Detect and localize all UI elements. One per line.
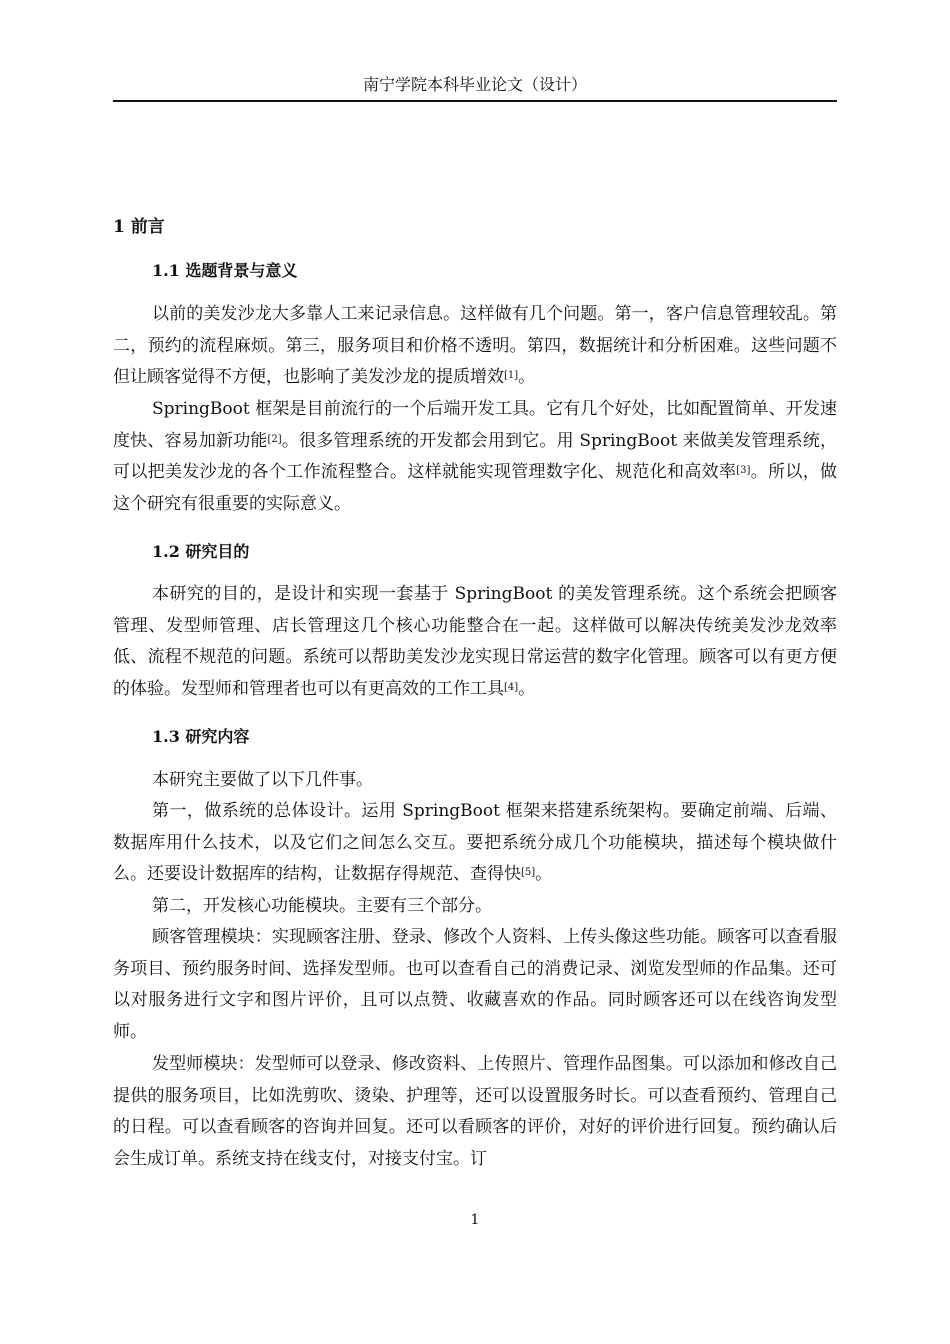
paragraph-text: 本研究的目的，是设计和实现一套基于 SpringBoot 的美发管理系统。这个系统会把顾客管理、发型师管理、店长管理这几个核心功能整合在一起。这样做可以解决传统美发沙龙效率低、流程不规范的问题。系统可以帮助美发沙龙实现日常运营的数字化管理。顾客可以有更方便的体验。发型师和管理者也可以有更高效的工作工具 <box>113 584 837 699</box>
citation: [2] <box>267 433 282 445</box>
paragraph-springboot <box>113 394 837 520</box>
paragraph-modules: 第二，开发核心功能模块。主要有三个部分。 <box>152 896 492 916</box>
page-number: 1 <box>470 1212 480 1228</box>
paragraph-design <box>113 796 837 891</box>
paragraph-background <box>113 299 837 394</box>
chapter-heading: 1 前言 <box>113 217 165 237</box>
paragraph-end: 。 <box>518 367 536 387</box>
section-heading-1-3: 1.3 研究内容 <box>152 727 250 746</box>
header-rule <box>113 100 837 102</box>
paragraph-intro: 本研究主要做了以下几件事。 <box>152 770 373 790</box>
paragraph-text: 。所以，做这个研究有很重要的实际意义。 <box>113 462 838 514</box>
citation: [4] <box>504 681 519 693</box>
paragraph-purpose <box>113 579 837 705</box>
section-heading-1-1: 1.1 选题背景与意义 <box>152 261 298 280</box>
citation: [5] <box>521 867 536 878</box>
citation: [3] <box>736 465 751 476</box>
citation: [1] <box>504 370 519 381</box>
page-header: 南宁学院本科毕业论文（设计） <box>362 75 587 94</box>
section-heading-1-2: 1.2 研究目的 <box>152 542 250 561</box>
paragraph-text: 第一，做系统的总体设计。运用 SpringBoot 框架来搭建系统架构。要确定前端、后端、数据库用什么技术，以及它们之间怎么交互。要把系统分成几个功能模块，描述每个模块做什么。还要设计数据库的结构，让数据存得规范、查得快 <box>113 801 837 884</box>
paragraph-customer-module: 顾客管理模块：实现顾客注册、登录、修改个人资料、上传头像这些功能。顾客可以查看服务项目、预约服务时间、选择发型师。也可以查看自己的消费记录、浏览发型师的作品集。还可以对服务进行文字和图片评价，且可以点赞、收藏喜欢的作品。同时顾客还可以在线咨询发型师。 <box>113 927 837 1042</box>
paragraph-text: 以前的美发沙龙大多靠人工来记录信息。这样做有几个问题。第一，客户信息管理较乱。第二，预约的流程麻烦。第三，服务项目和价格不透明。第四，数据统计和分析困难。这些问题不但让顾客觉得不方便，也影响了美发沙龙的提质增效 <box>113 304 837 387</box>
paragraph-text: 。很多管理系统的开发都会用到它。用 SpringBoot 来做美发管理系统，可以把美发沙龙的各个工作流程整合。这样就能实现管理数字化、规范化和高效率 <box>113 430 837 482</box>
paragraph-stylist-module: 发型师模块：发型师可以登录、修改资料、上传照片、管理作品图集。可以添加和修改自己提供的服务项目，比如洗剪吹、烫染、护理等，还可以设置服务时长。可以查看预约、管理自己的日程。可以查看顾客的咨询并回复。还可以看顾客的评价，对好的评价进行回复。预约确认后会生成订单。系统支持在线支付，对接支付宝。订 <box>113 1054 837 1169</box>
paragraph-end: 。 <box>518 678 536 699</box>
paragraph-end: 。 <box>535 864 553 884</box>
paragraph-text: SpringBoot 框架是目前流行的一个后端开发工具。它有几个好处，比如配置简单、开发速度快、容易加新功能 <box>113 399 837 451</box>
